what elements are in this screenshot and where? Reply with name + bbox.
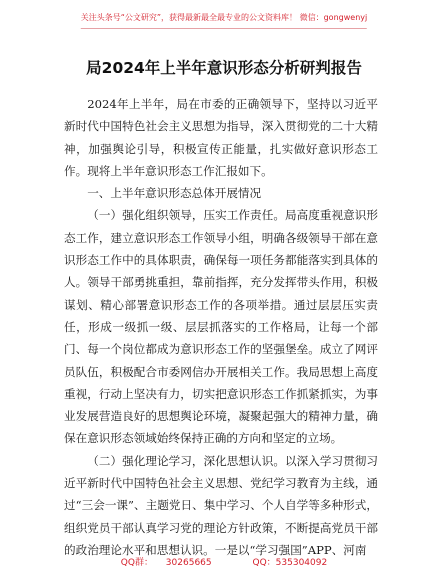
- footer-qq-group: QQ群： 30265665: [120, 558, 212, 568]
- document-title: 局2024年上半年意识形态分析研判报告: [86, 59, 362, 77]
- section-heading: 一、上半年意识形态总体开展情况: [87, 186, 262, 201]
- body-paragraph-2: （二）强化理论学习，深化思想认识。以深入学习贯彻习近平新时代中国特色社会主义思想、党纪学习教育为主线，通过“三会一课”、主题党日、集中学习、个人自学等多种形式，组织党员干部认真学习党的理论方针政策，不断提高党员干部的政治理论水平和思想认识。一是以“学习强国”APP、河南: [64, 453, 378, 557]
- document-body: [64, 93, 378, 561]
- body-paragraph-1: （一）强化组织领导，压实工作责任。局高度重视意识形态工作，建立意识形态工作领导小组，明确各级领导干部在意识形态工作中的具体职责，确保每一项任务都能落实到具体的人。领导干部勇挑重担，靠前指挥，充分发挥带头作用，积极谋划、精心部署意识形态工作的各项举措。通过层层压实责任，形成一级抓一级、层层抓落实的工作格局，让每一个部门、每一个岗位都成为意识形态工作的坚强堡垒。成立了网评员队伍，积极配合市委网信办开展相关工作。我局思想上高度重视，行动上坚决有力，切实把意识形态工作抓紧抓实，为事业发展营造良好的思想舆论环境，凝聚起强大的精神力量，确保在意识形态领域始终保持正确的方向和坚定的立场。: [64, 208, 378, 446]
- footer-contact: [0, 555, 448, 568]
- intro-paragraph: 2024年上半年，局在市委的正确领导下，坚持以习近平新时代中国特色社会主义思想为指导，深入贯彻党的二十大精神，加强舆论引导，积极宣传正能量，扎实做好意识形态工作。现将上半年意识形态工作汇报如下。: [64, 97, 378, 178]
- header-banner: 关注头条号“公文研究”，获得最新最全最专业的公文资料库！ 微信：gongwenyj: [81, 12, 367, 29]
- footer-qq: QQ：535304092: [252, 558, 328, 568]
